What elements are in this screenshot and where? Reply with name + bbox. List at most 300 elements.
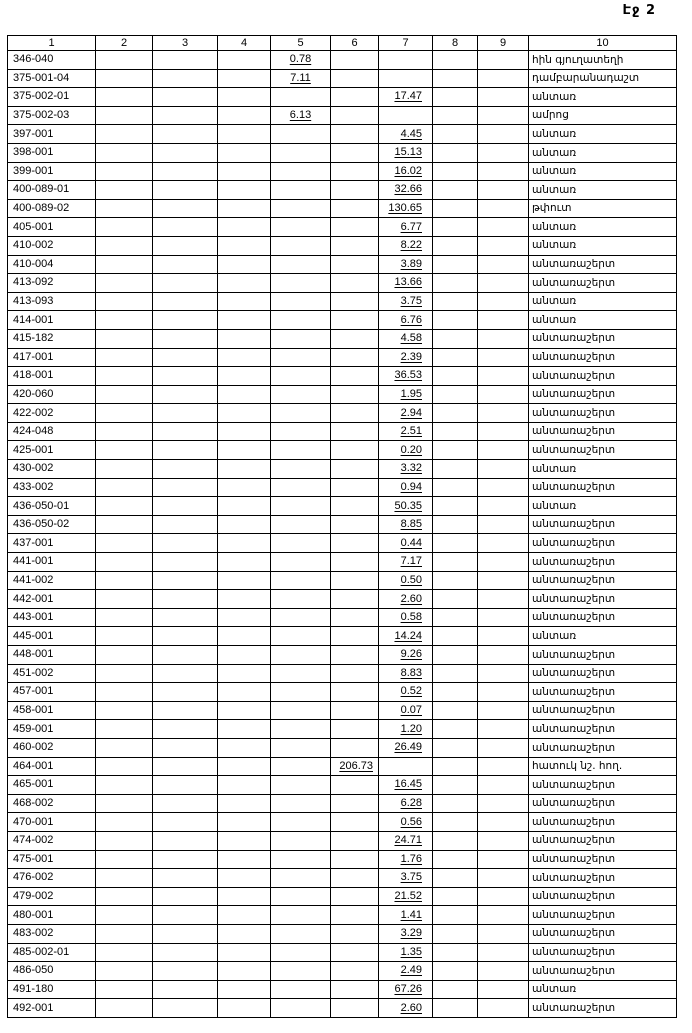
value-cell	[433, 924, 478, 943]
parcel-code-cell: 475-001	[8, 850, 96, 869]
parcel-code-cell: 491-180	[8, 980, 96, 999]
value-cell	[153, 683, 218, 702]
value-cell	[478, 553, 529, 572]
value-cell: 13.66	[379, 274, 433, 293]
value-cell	[433, 311, 478, 330]
value-cell: 0.50	[379, 571, 433, 590]
value-cell	[218, 255, 271, 274]
value-cell	[271, 608, 331, 627]
value-cell	[153, 776, 218, 795]
value-cell	[96, 646, 153, 665]
value-cell: 1.20	[379, 720, 433, 739]
value-cell	[331, 646, 379, 665]
land-type-cell: դամբարանադաշտ	[529, 69, 677, 88]
value-cell: 7.11	[271, 69, 331, 88]
value-cell	[478, 422, 529, 441]
land-type-cell: անտառ	[529, 311, 677, 330]
value-cell	[96, 515, 153, 534]
value-cell	[331, 720, 379, 739]
parcel-code-cell: 465-001	[8, 776, 96, 795]
value-cell	[218, 348, 271, 367]
parcel-code-cell: 397-001	[8, 125, 96, 144]
value-cell	[153, 720, 218, 739]
value-cell	[153, 125, 218, 144]
parcel-code-cell: 346-040	[8, 51, 96, 70]
value-cell	[433, 869, 478, 888]
table-row	[8, 813, 677, 832]
value-cell	[331, 460, 379, 479]
value-cell	[331, 162, 379, 181]
value-cell	[218, 869, 271, 888]
land-type-cell: անտառ	[529, 627, 677, 646]
value-cell	[433, 906, 478, 925]
value-cell	[433, 683, 478, 702]
value-cell	[433, 980, 478, 999]
parcel-code-cell: 441-001	[8, 553, 96, 572]
value-cell: 206.73	[331, 757, 379, 776]
parcel-code-cell: 415-182	[8, 329, 96, 348]
value-cell	[218, 181, 271, 200]
value-cell	[478, 999, 529, 1018]
value-cell	[478, 534, 529, 553]
value-cell	[433, 627, 478, 646]
land-type-cell: անտառաշերտ	[529, 608, 677, 627]
value-cell	[433, 88, 478, 107]
value-cell	[153, 329, 218, 348]
value-cell	[478, 143, 529, 162]
parcel-code-cell: 422-002	[8, 404, 96, 423]
parcel-code-cell: 445-001	[8, 627, 96, 646]
value-cell	[96, 776, 153, 795]
value-cell	[433, 646, 478, 665]
value-cell	[96, 571, 153, 590]
table-row	[8, 441, 677, 460]
value-cell	[379, 757, 433, 776]
land-type-cell: անտառ	[529, 497, 677, 516]
value-cell	[331, 367, 379, 386]
table-row	[8, 943, 677, 962]
value-cell	[433, 199, 478, 218]
value-cell	[433, 478, 478, 497]
table-row	[8, 869, 677, 888]
value-cell: 0.44	[379, 534, 433, 553]
value-cell	[331, 813, 379, 832]
value-cell	[331, 553, 379, 572]
value-cell	[218, 478, 271, 497]
table-row	[8, 534, 677, 553]
parcel-code-cell: 400-089-01	[8, 181, 96, 200]
table-row	[8, 683, 677, 702]
value-cell	[331, 478, 379, 497]
value-cell: 1.76	[379, 850, 433, 869]
table-header-row	[8, 36, 677, 51]
value-cell	[271, 553, 331, 572]
value-cell	[96, 88, 153, 107]
value-cell	[271, 274, 331, 293]
value-cell	[218, 962, 271, 981]
value-cell: 3.32	[379, 460, 433, 479]
value-cell	[271, 199, 331, 218]
value-cell	[331, 125, 379, 144]
value-cell	[478, 218, 529, 237]
land-type-cell: անտառ	[529, 236, 677, 255]
value-cell	[478, 571, 529, 590]
land-type-cell: անտառ	[529, 143, 677, 162]
value-cell	[331, 738, 379, 757]
value-cell	[96, 831, 153, 850]
value-cell: 26.49	[379, 738, 433, 757]
value-cell	[96, 924, 153, 943]
table-row	[8, 738, 677, 757]
table-row	[8, 143, 677, 162]
value-cell	[271, 404, 331, 423]
parcel-code-cell: 375-001-04	[8, 69, 96, 88]
value-cell: 0.20	[379, 441, 433, 460]
value-cell: 6.76	[379, 311, 433, 330]
land-type-cell: անտառաշերտ	[529, 831, 677, 850]
value-cell	[271, 497, 331, 516]
value-cell	[433, 553, 478, 572]
parcel-code-cell: 474-002	[8, 831, 96, 850]
column-header: 7	[379, 36, 433, 51]
value-cell	[478, 329, 529, 348]
value-cell: 50.35	[379, 497, 433, 516]
parcel-code-cell: 437-001	[8, 534, 96, 553]
value-cell: 2.60	[379, 999, 433, 1018]
value-cell	[96, 962, 153, 981]
table-row	[8, 218, 677, 237]
table-row	[8, 571, 677, 590]
column-header: 2	[96, 36, 153, 51]
value-cell	[331, 887, 379, 906]
value-cell: 1.35	[379, 943, 433, 962]
value-cell	[478, 385, 529, 404]
value-cell	[96, 199, 153, 218]
value-cell	[96, 869, 153, 888]
value-cell: 36.53	[379, 367, 433, 386]
table-row	[8, 906, 677, 925]
parcel-code-cell: 443-001	[8, 608, 96, 627]
value-cell	[478, 627, 529, 646]
value-cell	[153, 143, 218, 162]
value-cell: 14.24	[379, 627, 433, 646]
value-cell: 0.56	[379, 813, 433, 832]
value-cell	[331, 794, 379, 813]
value-cell	[153, 478, 218, 497]
value-cell	[218, 776, 271, 795]
value-cell	[478, 404, 529, 423]
value-cell	[271, 292, 331, 311]
value-cell	[271, 181, 331, 200]
value-cell	[218, 460, 271, 479]
value-cell	[96, 720, 153, 739]
value-cell	[433, 441, 478, 460]
value-cell	[331, 236, 379, 255]
value-cell	[478, 292, 529, 311]
table-row	[8, 980, 677, 999]
value-cell: 130.65	[379, 199, 433, 218]
value-cell	[153, 292, 218, 311]
value-cell	[433, 218, 478, 237]
table-row	[8, 664, 677, 683]
value-cell: 4.45	[379, 125, 433, 144]
table-row	[8, 385, 677, 404]
value-cell	[96, 236, 153, 255]
land-type-cell: անտառաշերտ	[529, 441, 677, 460]
table-row	[8, 162, 677, 181]
value-cell	[331, 404, 379, 423]
value-cell	[433, 255, 478, 274]
table-row	[8, 88, 677, 107]
land-type-cell: անտառաշերտ	[529, 794, 677, 813]
value-cell	[271, 776, 331, 795]
table-row	[8, 292, 677, 311]
land-type-cell: անտառաշերտ	[529, 329, 677, 348]
value-cell: 2.51	[379, 422, 433, 441]
value-cell	[153, 962, 218, 981]
value-cell	[433, 367, 478, 386]
value-cell	[96, 757, 153, 776]
value-cell	[271, 943, 331, 962]
value-cell	[218, 794, 271, 813]
value-cell	[478, 497, 529, 516]
value-cell	[331, 980, 379, 999]
value-cell	[153, 441, 218, 460]
value-cell: 8.85	[379, 515, 433, 534]
value-cell	[271, 590, 331, 609]
value-cell	[433, 943, 478, 962]
value-cell	[433, 106, 478, 125]
value-cell	[478, 701, 529, 720]
value-cell	[96, 143, 153, 162]
value-cell	[478, 720, 529, 739]
value-cell	[96, 534, 153, 553]
value-cell: 16.45	[379, 776, 433, 795]
value-cell	[218, 385, 271, 404]
value-cell	[271, 683, 331, 702]
value-cell	[153, 664, 218, 683]
value-cell	[153, 738, 218, 757]
land-type-cell: անտառաշերտ	[529, 646, 677, 665]
value-cell	[271, 831, 331, 850]
value-cell	[218, 924, 271, 943]
value-cell	[478, 69, 529, 88]
value-cell	[96, 497, 153, 516]
value-cell: 0.78	[271, 51, 331, 70]
land-type-cell: անտառաշերտ	[529, 683, 677, 702]
parcel-code-cell: 464-001	[8, 757, 96, 776]
value-cell	[331, 515, 379, 534]
value-cell	[271, 236, 331, 255]
value-cell	[433, 813, 478, 832]
value-cell	[96, 590, 153, 609]
value-cell	[271, 924, 331, 943]
land-type-cell: թփուտ	[529, 199, 677, 218]
value-cell	[96, 106, 153, 125]
value-cell: 3.29	[379, 924, 433, 943]
parcel-code-cell: 459-001	[8, 720, 96, 739]
value-cell	[433, 738, 478, 757]
value-cell	[218, 125, 271, 144]
value-cell	[218, 274, 271, 293]
value-cell	[478, 646, 529, 665]
value-cell	[433, 51, 478, 70]
value-cell: 6.77	[379, 218, 433, 237]
value-cell	[96, 125, 153, 144]
value-cell	[433, 460, 478, 479]
table-row	[8, 274, 677, 293]
table-row	[8, 831, 677, 850]
land-type-cell: անտառաշերտ	[529, 924, 677, 943]
value-cell	[478, 757, 529, 776]
value-cell	[96, 274, 153, 293]
value-cell	[96, 311, 153, 330]
value-cell	[218, 292, 271, 311]
value-cell	[331, 776, 379, 795]
value-cell	[218, 367, 271, 386]
value-cell	[271, 88, 331, 107]
value-cell	[153, 162, 218, 181]
value-cell	[433, 69, 478, 88]
value-cell	[96, 701, 153, 720]
parcel-code-cell: 479-002	[8, 887, 96, 906]
parcel-code-cell: 436-050-02	[8, 515, 96, 534]
value-cell	[218, 218, 271, 237]
parcel-code-cell: 483-002	[8, 924, 96, 943]
table-row	[8, 757, 677, 776]
value-cell	[218, 906, 271, 925]
value-cell	[478, 460, 529, 479]
value-cell	[96, 738, 153, 757]
land-type-cell: անտառաշերտ	[529, 776, 677, 795]
value-cell	[271, 311, 331, 330]
value-cell	[96, 404, 153, 423]
value-cell: 2.60	[379, 590, 433, 609]
value-cell	[153, 255, 218, 274]
table-row	[8, 367, 677, 386]
value-cell	[96, 69, 153, 88]
value-cell	[153, 51, 218, 70]
table-row	[8, 850, 677, 869]
value-cell	[478, 831, 529, 850]
table-row	[8, 329, 677, 348]
value-cell	[96, 181, 153, 200]
value-cell: 3.89	[379, 255, 433, 274]
value-cell	[218, 311, 271, 330]
value-cell	[331, 683, 379, 702]
table-row	[8, 962, 677, 981]
value-cell: 8.83	[379, 664, 433, 683]
value-cell	[271, 478, 331, 497]
value-cell	[478, 274, 529, 293]
value-cell	[433, 404, 478, 423]
page-number-label: Էջ 2	[622, 3, 656, 18]
value-cell	[478, 608, 529, 627]
land-type-cell: անտառաշերտ	[529, 255, 677, 274]
value-cell	[218, 534, 271, 553]
land-type-cell: անտառաշերտ	[529, 701, 677, 720]
value-cell	[96, 460, 153, 479]
value-cell	[218, 646, 271, 665]
land-type-cell: անտառաշերտ	[529, 887, 677, 906]
value-cell	[433, 794, 478, 813]
table-body	[8, 51, 677, 1018]
value-cell: 16.02	[379, 162, 433, 181]
land-type-cell: անտառաշերտ	[529, 515, 677, 534]
column-header: 1	[8, 36, 96, 51]
value-cell	[331, 255, 379, 274]
value-cell	[153, 385, 218, 404]
value-cell: 67.26	[379, 980, 433, 999]
value-cell	[153, 831, 218, 850]
value-cell	[271, 218, 331, 237]
value-cell	[271, 422, 331, 441]
value-cell	[433, 497, 478, 516]
parcel-code-cell: 468-002	[8, 794, 96, 813]
value-cell	[218, 943, 271, 962]
table-row	[8, 404, 677, 423]
value-cell	[331, 329, 379, 348]
value-cell	[271, 757, 331, 776]
value-cell	[478, 683, 529, 702]
value-cell	[218, 236, 271, 255]
table-row	[8, 720, 677, 739]
value-cell	[153, 701, 218, 720]
parcel-code-cell: 448-001	[8, 646, 96, 665]
value-cell	[331, 664, 379, 683]
parcel-code-cell: 424-048	[8, 422, 96, 441]
value-cell	[379, 51, 433, 70]
value-cell	[331, 869, 379, 888]
value-cell	[96, 887, 153, 906]
value-cell	[153, 367, 218, 386]
value-cell	[478, 590, 529, 609]
land-type-cell: անտառ	[529, 218, 677, 237]
value-cell	[271, 906, 331, 925]
value-cell	[478, 962, 529, 981]
value-cell	[153, 794, 218, 813]
value-cell	[331, 608, 379, 627]
value-cell	[153, 608, 218, 627]
land-type-cell: անտառ	[529, 292, 677, 311]
value-cell	[331, 924, 379, 943]
column-header: 10	[529, 36, 677, 51]
value-cell	[478, 980, 529, 999]
parcel-code-cell: 375-002-03	[8, 106, 96, 125]
value-cell	[271, 460, 331, 479]
land-type-cell: անտառաշերտ	[529, 850, 677, 869]
value-cell	[478, 367, 529, 386]
table-header	[8, 36, 677, 51]
value-cell	[153, 199, 218, 218]
value-cell	[153, 515, 218, 534]
value-cell	[478, 924, 529, 943]
parcel-code-cell: 417-001	[8, 348, 96, 367]
parcel-code-cell: 420-060	[8, 385, 96, 404]
table-row	[8, 515, 677, 534]
value-cell	[433, 274, 478, 293]
value-cell	[153, 422, 218, 441]
value-cell	[271, 329, 331, 348]
value-cell	[218, 88, 271, 107]
parcel-code-cell: 413-092	[8, 274, 96, 293]
land-type-cell: անտառաշերտ	[529, 534, 677, 553]
table-row	[8, 497, 677, 516]
value-cell	[271, 794, 331, 813]
value-cell	[433, 701, 478, 720]
table-row	[8, 51, 677, 70]
value-cell: 6.28	[379, 794, 433, 813]
